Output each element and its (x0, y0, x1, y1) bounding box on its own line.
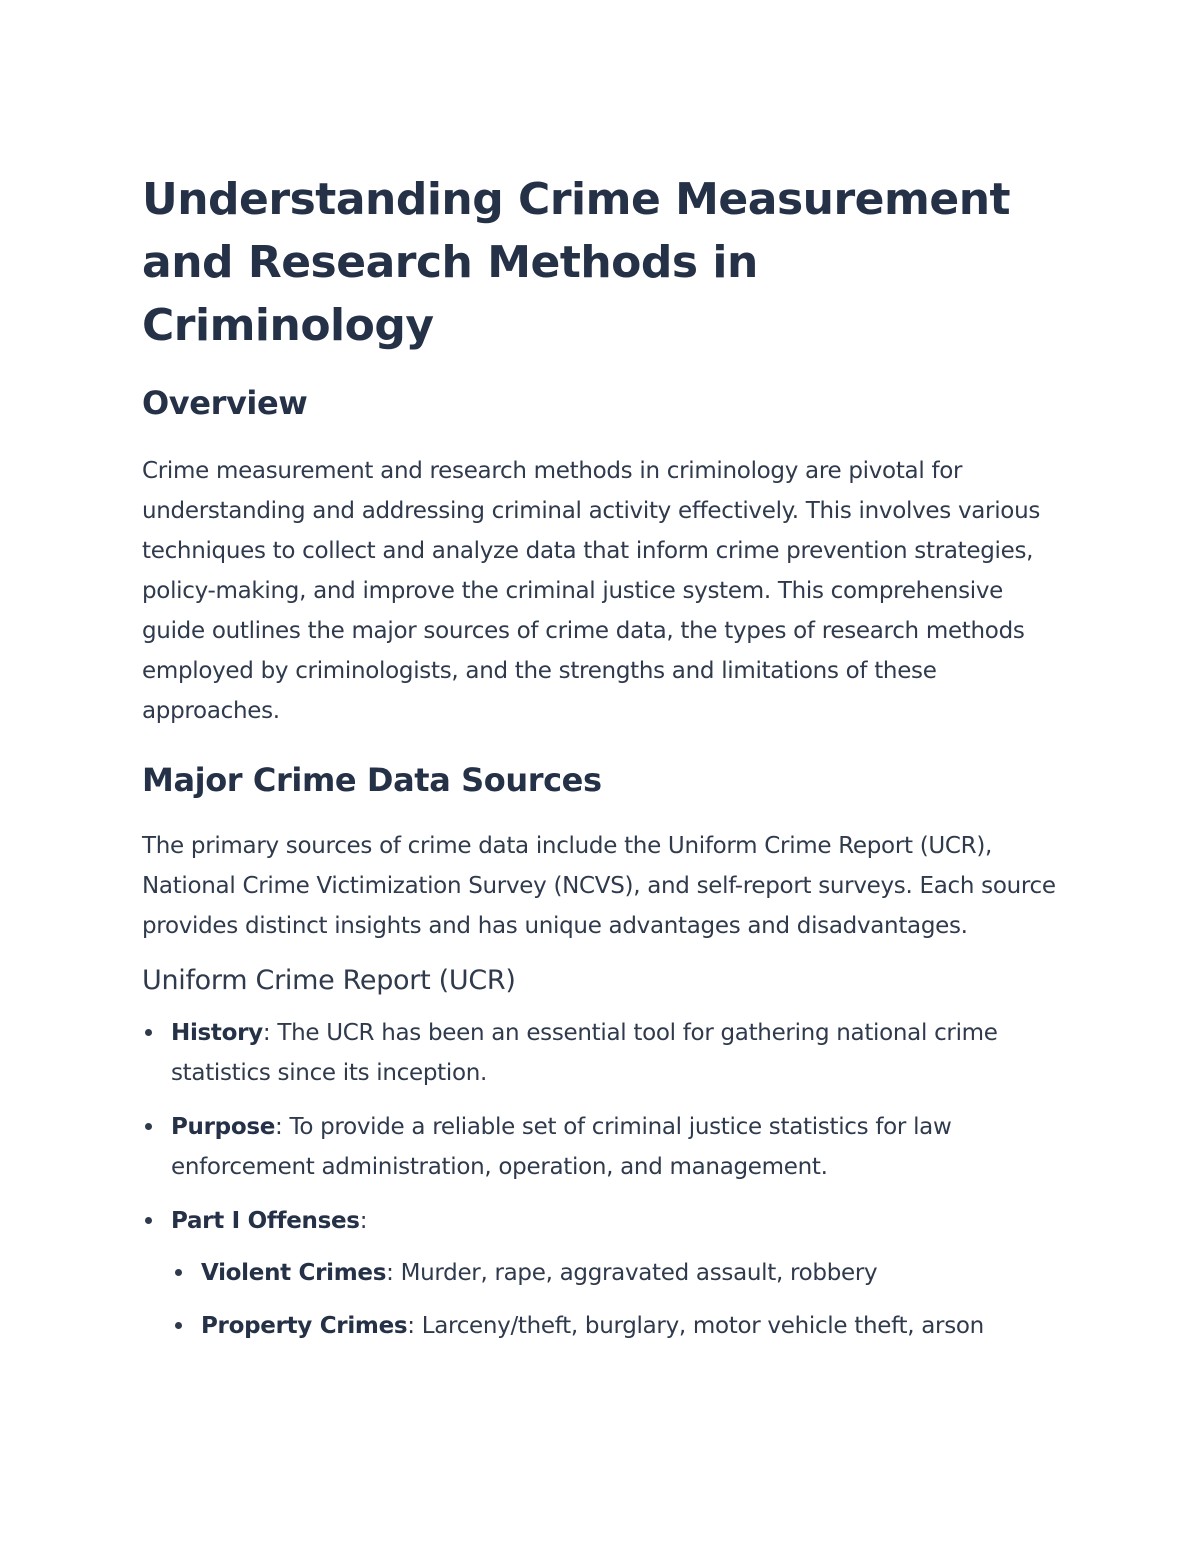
bullet-icon (175, 1269, 182, 1276)
item-colon: : (275, 1114, 283, 1140)
bullet-icon (145, 1029, 152, 1036)
item-text: Larceny/theft, burglary, motor vehicle theft, arson (414, 1313, 984, 1339)
list-item (171, 1107, 1041, 1187)
sources-paragraph: The primary sources of crime data include the Uniform Crime Report (UCR), National Crime Victimization Survey (NCVS), and self-report surveys. Each source provides distinct insights and has unique advantages and disadvantages. (142, 833, 1056, 939)
item-text: Murder, rape, aggravated assault, robbery (393, 1260, 878, 1286)
ucr-list (142, 1013, 1062, 1346)
item-colon: : (386, 1260, 394, 1286)
document-title: Understanding Crime Measurement and Research Methods in Criminology (142, 174, 1011, 351)
overview-paragraph: Crime measurement and research methods in criminology are pivotal for understanding and addressing criminal activity effectively. This involves various techniques to collect and analyze data that inform crime prevention strategies, policy-making, and improve the criminal justice system. This comprehensive guide outlines the major sources of crime data, the types of research methods employed by criminologists, and the strengths and limitations of these approaches. (142, 458, 1041, 724)
item-text: To provide a reliable set of criminal justice statistics for law enforcement administration, operation, and management. (171, 1114, 952, 1180)
item-label: Purpose (171, 1114, 276, 1140)
item-colon: : (407, 1313, 415, 1339)
item-label: Violent Crimes (201, 1260, 387, 1286)
part-one-sublist (171, 1253, 1062, 1346)
item-colon: : (262, 1020, 271, 1046)
sources-heading: Major Crime Data Sources (142, 761, 602, 799)
bullet-icon (175, 1322, 182, 1329)
bullet-icon (145, 1217, 152, 1224)
overview-heading: Overview (142, 384, 308, 422)
ucr-heading: Uniform Crime Report (UCR) (142, 965, 516, 996)
item-label: Property Crimes (201, 1313, 408, 1339)
item-label: History (171, 1020, 263, 1046)
item-label: Part I Offenses (171, 1208, 360, 1234)
item-colon: : (359, 1208, 368, 1234)
list-item (171, 1201, 1062, 1346)
list-item (171, 1013, 1056, 1093)
item-text: The UCR has been an essential tool for gathering national crime statistics since its inception. (171, 1020, 998, 1086)
sub-list-item (201, 1306, 1062, 1346)
sub-list-item (201, 1253, 1062, 1293)
document-page (142, 168, 1062, 1346)
bullet-icon (145, 1123, 152, 1130)
